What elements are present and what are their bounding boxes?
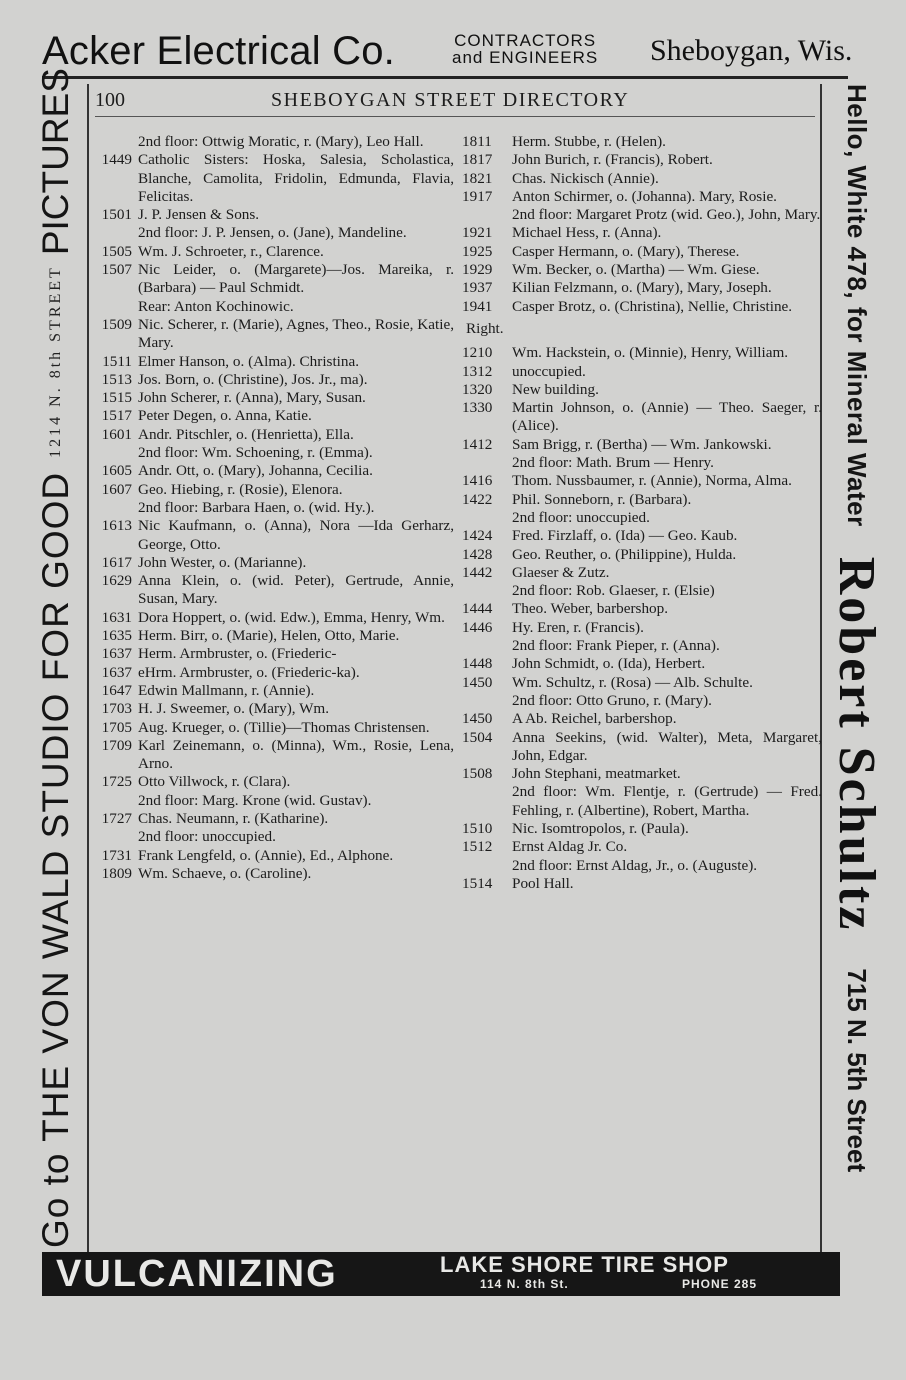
house-number: 1511 bbox=[102, 352, 132, 370]
directory-entry bbox=[462, 399, 822, 436]
house-number: 1514 bbox=[462, 874, 493, 892]
house-number: 1925 bbox=[462, 242, 493, 260]
resident-text: Geo. Hiebing, r. (Rosie), Elenora. bbox=[138, 480, 343, 498]
house-number: 1617 bbox=[101, 553, 132, 571]
directory-entry bbox=[462, 582, 822, 600]
directory-entry bbox=[88, 700, 454, 718]
directory-entry bbox=[462, 783, 822, 820]
house-number: 1504 bbox=[462, 728, 493, 746]
house-number: 1428 bbox=[462, 545, 493, 563]
house-number: 1412 bbox=[462, 435, 493, 453]
house-number: 1613 bbox=[101, 517, 132, 535]
directory-entry bbox=[462, 206, 822, 224]
resident-text: Casper Brotz, o. (Christina), Nellie, Christine. bbox=[512, 297, 793, 315]
header-divider bbox=[95, 116, 815, 117]
engineers-line: and ENGINEERS bbox=[452, 48, 599, 67]
house-number: 1501 bbox=[101, 206, 132, 224]
resident-text: Nic Kaufmann, o. (Anna), Nora —Ida Gerharz, George, Otto. bbox=[138, 517, 454, 553]
resident-text: Hy. Eren, r. (Francis). bbox=[512, 618, 644, 636]
contractors-label bbox=[452, 32, 598, 66]
directory-entry bbox=[462, 527, 822, 545]
resident-text: John Burich, r. (Francis), Robert. bbox=[512, 151, 713, 169]
resident-text: Anna Seekins, (wid. Walter), Meta, Margaret, John, Edgar. bbox=[512, 728, 822, 764]
resident-text: Karl Zeinemann, o. (Minna), Wm., Rosie, Lena, Arno. bbox=[138, 736, 454, 773]
directory-entry bbox=[88, 407, 454, 425]
directory-entry bbox=[88, 645, 454, 663]
resident-text: 2nd floor: J. P. Jensen, o. (Jane), Mandeline. bbox=[138, 224, 407, 242]
resident-text: John Stephani, meatmarket. bbox=[512, 765, 681, 783]
directory-entry bbox=[462, 692, 822, 710]
house-number: 1817 bbox=[462, 151, 493, 169]
house-number: 1917 bbox=[462, 187, 493, 205]
resident-text: Kilian Felzmann, o. (Mary), Mary, Joseph. bbox=[512, 279, 772, 297]
resident-text: 2nd floor: Rob. Glaeser, r. (Elsie) bbox=[512, 582, 715, 600]
house-number: 1811 bbox=[462, 133, 492, 150]
resident-text: unoccupied. bbox=[512, 362, 586, 380]
directory-entry bbox=[462, 600, 822, 618]
directory-entry bbox=[462, 381, 822, 399]
directory-entry bbox=[462, 619, 822, 637]
directory-entry bbox=[88, 353, 454, 371]
resident-text: Edwin Mallmann, r. (Annie). bbox=[138, 681, 315, 699]
directory-entry bbox=[462, 564, 822, 582]
resident-text: Herm. Armbruster, o. (Friederic- bbox=[138, 645, 337, 663]
resident-text: Herm. Stubbe, r. (Helen). bbox=[512, 133, 666, 150]
resident-text: New building. bbox=[512, 380, 599, 398]
directory-entry bbox=[462, 637, 822, 655]
directory-entry bbox=[88, 444, 454, 462]
directory-entry bbox=[88, 737, 454, 774]
resident-text: J. P. Jensen & Sons. bbox=[138, 206, 260, 224]
directory-entry bbox=[88, 389, 454, 407]
resident-text: Ernst Aldag Jr. Co. bbox=[512, 838, 628, 856]
directory-entry bbox=[462, 710, 822, 728]
resident-text: Wm. Schaeve, o. (Caroline). bbox=[138, 864, 312, 882]
resident-text: Casper Hermann, o. (Mary), Therese. bbox=[512, 242, 740, 260]
directory-entry bbox=[88, 609, 454, 627]
resident-text: Pool Hall. bbox=[512, 874, 574, 892]
resident-text: Phil. Sonneborn, r. (Barbara). bbox=[512, 490, 692, 508]
resident-text: H. J. Sweemer, o. (Mary), Wm. bbox=[138, 700, 330, 718]
resident-text: Nic. Isomtropolos, r. (Paula). bbox=[512, 819, 689, 837]
resident-text: Anna Klein, o. (wid. Peter), Gertrude, Annie, Susan, Mary. bbox=[138, 572, 454, 608]
acker-electrical-ad bbox=[42, 26, 853, 74]
directory-entry bbox=[462, 509, 822, 527]
house-number: 1937 bbox=[462, 279, 493, 297]
studio-pictures: PICTURES bbox=[35, 68, 76, 256]
resident-text: Nic. Scherer, r. (Marie), Agnes, Theo., Rosie, Katie, Mary. bbox=[138, 315, 454, 352]
directory-entry bbox=[462, 454, 822, 472]
schultz-name: Robert Schultz bbox=[828, 556, 886, 933]
right-column bbox=[462, 133, 822, 893]
house-number: 1727 bbox=[101, 809, 132, 827]
directory-entry bbox=[462, 151, 822, 169]
house-number: 1705 bbox=[101, 718, 132, 736]
directory-entry bbox=[88, 462, 454, 480]
resident-text: Fred. Firzlaff, o. (Ida) — Geo. Kaub. bbox=[512, 527, 738, 545]
directory-entry bbox=[88, 481, 454, 499]
resident-text: Andr. Pitschler, o. (Henrietta), Ella. bbox=[138, 425, 354, 443]
house-number: 1508 bbox=[462, 765, 493, 783]
right-column-left-side-entries bbox=[462, 133, 822, 316]
house-number: 1921 bbox=[462, 224, 493, 242]
directory-entry bbox=[88, 371, 454, 389]
resident-text: Michael Hess, r. (Anna). bbox=[512, 224, 662, 242]
resident-text: Anton Schirmer, o. (Johanna). Mary, Rosie. bbox=[512, 187, 777, 205]
house-number: 1703 bbox=[101, 700, 132, 718]
resident-text: John Wester, o. (Marianne). bbox=[138, 553, 307, 571]
directory-entry bbox=[88, 426, 454, 444]
house-number: 1637 bbox=[101, 663, 132, 681]
resident-text: 2nd floor: Margaret Protz (wid. Geo.), John, Mary. bbox=[512, 206, 821, 224]
resident-text: Aug. Krueger, o. (Tillie)—Thomas Christensen. bbox=[138, 718, 430, 736]
house-number: 1450 bbox=[462, 710, 493, 728]
house-number: 1312 bbox=[462, 362, 493, 380]
house-number: 1448 bbox=[462, 655, 493, 673]
house-number: 1505 bbox=[101, 242, 132, 260]
directory-entry bbox=[88, 847, 454, 865]
directory-entry bbox=[88, 810, 454, 828]
resident-text: 2nd floor: Wm. Flentje, r. (Gertrude) — Fred. Fehling, r. (Albertine), Robert, Martha. bbox=[512, 783, 822, 819]
resident-text: Frank Lengfeld, o. (Annie), Ed., Alphone. bbox=[138, 846, 394, 864]
directory-entry bbox=[462, 655, 822, 673]
resident-text: 2nd floor: Barbara Haen, o. (wid. Hy.). bbox=[138, 498, 375, 516]
house-number: 1629 bbox=[101, 572, 132, 590]
directory-entry bbox=[88, 499, 454, 517]
directory-entry bbox=[462, 765, 822, 783]
house-number: 1517 bbox=[101, 407, 132, 425]
directory-entry bbox=[88, 572, 454, 609]
directory-entry bbox=[88, 773, 454, 791]
house-number: 1509 bbox=[101, 315, 132, 333]
tire-shop-phone: PHONE 285 bbox=[682, 1277, 758, 1291]
resident-text: 2nd floor: Otto Gruno, r. (Mary). bbox=[512, 691, 712, 709]
house-number: 1446 bbox=[462, 618, 493, 636]
directory-entry bbox=[88, 261, 454, 298]
directory-entry bbox=[462, 838, 822, 856]
directory-entry bbox=[462, 243, 822, 261]
resident-text: 2nd floor: unoccupied. bbox=[138, 828, 276, 846]
directory-entry bbox=[88, 719, 454, 737]
house-number: 1631 bbox=[101, 608, 132, 626]
directory-entry bbox=[88, 224, 454, 242]
directory-entry bbox=[88, 206, 454, 224]
directory-entry bbox=[462, 363, 822, 381]
resident-text: 2nd floor: Math. Brum — Henry. bbox=[512, 454, 714, 472]
directory-entry bbox=[462, 875, 822, 893]
resident-text: Martin Johnson, o. (Annie) — Theo. Saeger, r. (Alice). bbox=[512, 399, 822, 435]
house-number: 1416 bbox=[462, 472, 493, 490]
studio-ad-text: Go to THE VON WALD STUDIO FOR GOOD bbox=[35, 471, 76, 1248]
house-number: 1449 bbox=[101, 151, 132, 169]
resident-text: Catholic Sisters: Hoska, Salesia, Scholastica, Blanche, Camolita, Fridolin, Edmunda, Flavia, Felicitas. bbox=[138, 151, 454, 205]
studio-address: 1214 N. 8th STREET bbox=[47, 265, 64, 458]
resident-text: Chas. Nickisch (Annie). bbox=[512, 169, 659, 187]
resident-text: Theo. Weber, barbershop. bbox=[512, 600, 669, 618]
house-number: 1941 bbox=[462, 297, 493, 315]
resident-text: Elmer Hanson, o. (Alma). Christina. bbox=[138, 352, 360, 370]
house-number: 1605 bbox=[101, 462, 132, 480]
house-number: 1442 bbox=[462, 563, 493, 581]
directory-entry bbox=[462, 472, 822, 490]
resident-text: A Ab. Reichel, barbershop. bbox=[512, 710, 677, 728]
directory-entry bbox=[462, 674, 822, 692]
directory-entry bbox=[462, 133, 822, 151]
resident-text: Andr. Ott, o. (Mary), Johanna, Cecilia. bbox=[138, 462, 373, 480]
house-number: 1444 bbox=[462, 600, 493, 618]
resident-text: Chas. Neumann, r. (Katharine). bbox=[138, 809, 329, 827]
directory-entry bbox=[462, 436, 822, 454]
right-side-heading: Right. bbox=[466, 319, 504, 337]
resident-text: Sam Brigg, r. (Bertha) — Wm. Jankowski. bbox=[512, 435, 772, 453]
house-number: 1330 bbox=[462, 399, 493, 417]
resident-text: Wm. Becker, o. (Martha) — Wm. Giese. bbox=[512, 261, 760, 279]
directory-entry bbox=[462, 491, 822, 509]
house-number: 1510 bbox=[462, 819, 493, 837]
resident-text: Jos. Born, o. (Christine), Jos. Jr., ma). bbox=[138, 370, 368, 388]
resident-text: 2nd floor: Frank Pieper, r. (Anna). bbox=[512, 637, 720, 655]
resident-text: 2nd floor: Wm. Schoening, r. (Emma). bbox=[138, 444, 373, 462]
von-wald-studio-ad bbox=[26, 68, 86, 1248]
house-number: 1821 bbox=[462, 169, 493, 187]
directory-entry bbox=[88, 792, 454, 810]
house-number: 1320 bbox=[462, 380, 493, 398]
house-number: 1647 bbox=[101, 681, 132, 699]
house-number: 1635 bbox=[101, 627, 132, 645]
acker-city: Sheboygan, Wis. bbox=[650, 34, 853, 67]
directory-entry bbox=[462, 820, 822, 838]
resident-text: Nic Leider, o. (Margarete)—Jos. Mareika, r. (Barbara) — Paul Schmidt. bbox=[138, 261, 454, 297]
house-number: 1422 bbox=[462, 490, 493, 508]
page-number: 100 bbox=[95, 89, 125, 111]
page-title: SHEBOYGAN STREET DIRECTORY bbox=[271, 89, 630, 111]
directory-entry bbox=[88, 828, 454, 846]
house-number: 1731 bbox=[101, 846, 132, 864]
page-header bbox=[95, 88, 815, 114]
lake-shore-tire-ad bbox=[42, 1252, 840, 1296]
contractors-line: CONTRACTORS bbox=[454, 31, 597, 50]
directory-entry bbox=[462, 546, 822, 564]
tire-shop-name: LAKE SHORE TIRE SHOP bbox=[440, 1252, 729, 1277]
resident-text: Peter Degen, o. Anna, Katie. bbox=[138, 407, 312, 425]
house-number: 1210 bbox=[462, 344, 493, 362]
robert-schultz-ad bbox=[826, 84, 888, 1252]
resident-text: Geo. Reuther, o. (Philippine), Hulda. bbox=[512, 545, 737, 563]
directory-entry bbox=[88, 664, 454, 682]
resident-text: 2nd floor: unoccupied. bbox=[512, 508, 650, 526]
directory-entry bbox=[462, 344, 822, 362]
resident-text: 2nd floor: Ernst Aldag, Jr., o. (Auguste). bbox=[512, 856, 758, 874]
resident-text: 2nd floor: Ottwig Moratic, r. (Mary), Leo Hall. bbox=[138, 133, 424, 150]
directory-entry bbox=[88, 865, 454, 883]
resident-text: Thom. Nussbaumer, r. (Annie), Norma, Alma. bbox=[512, 472, 792, 490]
resident-text: Wm. J. Schroeter, r., Clarence. bbox=[138, 242, 324, 260]
house-number: 1929 bbox=[462, 261, 493, 279]
directory-entry bbox=[88, 298, 454, 316]
directory-entry bbox=[88, 133, 454, 151]
tire-shop-address: 114 N. 8th St. bbox=[480, 1277, 569, 1291]
directory-entry bbox=[462, 188, 822, 206]
resident-text: Rear: Anton Kochinowic. bbox=[138, 297, 294, 315]
house-number: 1424 bbox=[462, 527, 493, 545]
directory-entry bbox=[88, 554, 454, 572]
directory-entry bbox=[88, 627, 454, 645]
directory-entry bbox=[462, 224, 822, 242]
house-number: 1513 bbox=[101, 370, 132, 388]
mineral-water-text: Hello, White 478, for Mineral Water bbox=[842, 84, 873, 527]
house-number: 1637 bbox=[101, 645, 132, 663]
house-number: 1515 bbox=[101, 389, 132, 407]
right-column-right-side-entries bbox=[462, 344, 822, 893]
resident-text: 2nd floor: Marg. Krone (wid. Gustav). bbox=[138, 791, 372, 809]
directory-entry bbox=[88, 316, 454, 353]
directory-entry bbox=[88, 682, 454, 700]
resident-text: Herm. Birr, o. (Marie), Helen, Otto, Marie. bbox=[138, 627, 400, 645]
schultz-address: 715 N. 5th Street bbox=[842, 968, 873, 1173]
house-number: 1709 bbox=[101, 736, 132, 754]
resident-text: John Schmidt, o. (Ida), Herbert. bbox=[512, 655, 706, 673]
vulcanizing-text: VULCANIZING bbox=[56, 1253, 338, 1295]
directory-entry bbox=[462, 279, 822, 297]
house-number: 1507 bbox=[101, 261, 132, 279]
directory-entry bbox=[88, 243, 454, 261]
resident-text: Glaeser & Zutz. bbox=[512, 563, 610, 581]
top-divider bbox=[42, 76, 848, 79]
house-number: 1607 bbox=[101, 480, 132, 498]
resident-text: Dora Hoppert, o. (wid. Edw.), Emma, Henry, Wm. bbox=[138, 608, 445, 626]
house-number: 1725 bbox=[101, 773, 132, 791]
left-column bbox=[88, 133, 454, 883]
resident-text: eHrm. Armbruster, o. (Friederic-ka). bbox=[138, 663, 360, 681]
acker-company-name: Acker Electrical Co. bbox=[42, 29, 395, 73]
resident-text: Wm. Schultz, r. (Rosa) — Alb. Schulte. bbox=[512, 673, 753, 691]
resident-text: Otto Villwock, r. (Clara). bbox=[138, 773, 291, 791]
house-number: 1450 bbox=[462, 673, 493, 691]
directory-entry bbox=[462, 170, 822, 188]
directory-entry bbox=[462, 298, 822, 316]
house-number: 1809 bbox=[101, 864, 132, 882]
resident-text: John Scherer, r. (Anna), Mary, Susan. bbox=[138, 389, 366, 407]
directory-entry bbox=[462, 729, 822, 766]
directory-entry bbox=[462, 857, 822, 875]
directory-entry bbox=[462, 261, 822, 279]
house-number: 1512 bbox=[462, 838, 493, 856]
directory-entry bbox=[88, 517, 454, 554]
resident-text: Wm. Hackstein, o. (Minnie), Henry, William. bbox=[512, 344, 789, 362]
directory-entry bbox=[88, 151, 454, 206]
house-number: 1601 bbox=[101, 425, 132, 443]
